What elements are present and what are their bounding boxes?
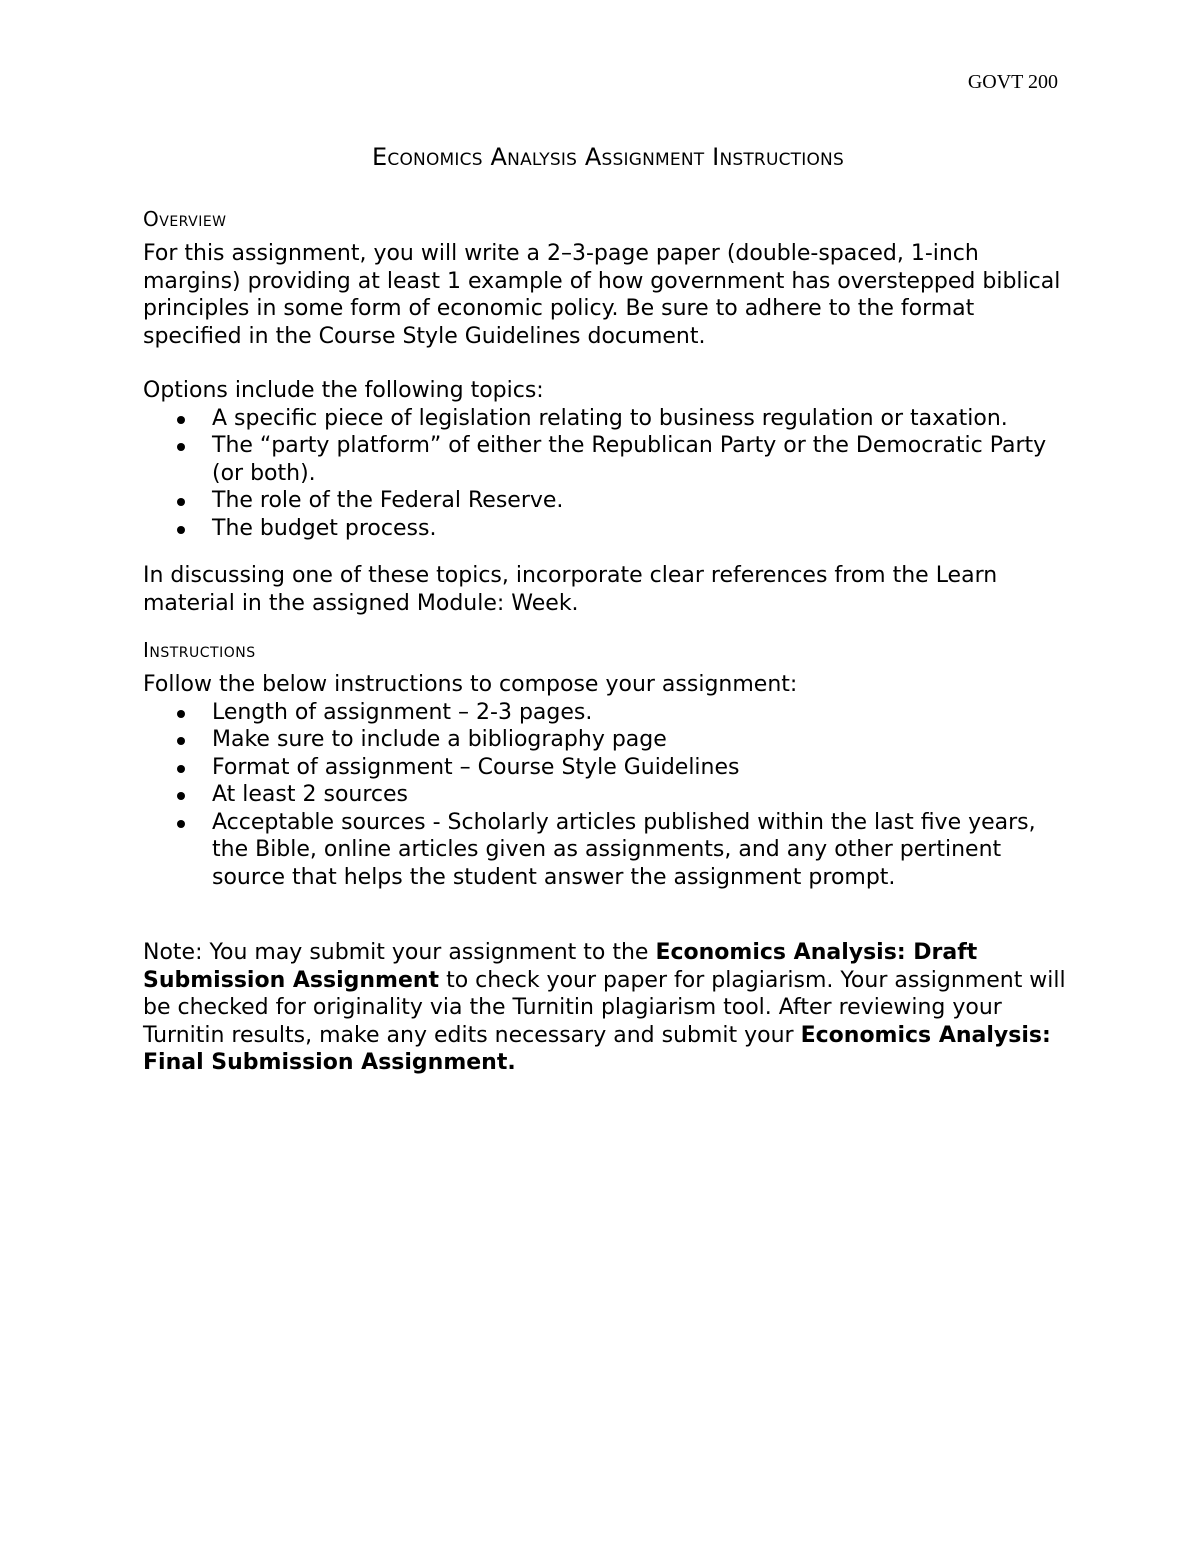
- overview-paragraph: For this assignment, you will write a 2–3-page paper (double-spaced, 1-inch margins) providing at least 1 example of how government has overstepped biblical principles in some form of economic policy. Be sure to adhere to the format specified in the Course Style Guidelines document.: [143, 241, 1061, 349]
- note-text-2: to check your paper for plagiarism. Your assignment will be checked for originality via the Turnitin plagiarism tool. After reviewing your Turnitin results, make any edits necessary and submit your: [143, 967, 1066, 1048]
- bullet-icon: [177, 443, 185, 451]
- note-text-1: Note: You may submit your assignment to the: [143, 940, 656, 965]
- list-item-text: At least 2 sources: [212, 782, 409, 807]
- bullet-icon: [177, 498, 185, 506]
- bullet-icon: [177, 737, 185, 745]
- final-submission-assignment-name: Economics Analysis: Final Submission Assignment.: [143, 1022, 1051, 1075]
- list-item-text: Length of assignment – 2-3 pages.: [212, 699, 593, 725]
- list-item-text: The role of the Federal Reserve.: [212, 488, 564, 513]
- bullet-icon: [177, 792, 185, 800]
- list-item: [212, 487, 1073, 515]
- list-item-text: Make sure to include a bibliography page: [212, 727, 667, 752]
- options-intro: Options include the following topics:: [143, 378, 544, 403]
- bullet-icon: [177, 416, 185, 424]
- list-item-text: A specific piece of legislation relating to business regulation or taxation.: [212, 405, 1008, 431]
- list-item: [212, 754, 1073, 782]
- list-item: [212, 405, 1073, 433]
- list-item-text: Format of assignment – Course Style Guidelines: [212, 754, 740, 780]
- list-item: [212, 781, 1073, 809]
- instructions-heading: Instructions: [143, 638, 256, 662]
- note-paragraph: [143, 939, 1073, 1077]
- options-list: [143, 405, 1073, 543]
- list-item: [212, 699, 1073, 727]
- list-item: [212, 515, 1073, 543]
- overview-heading: Overview: [143, 207, 227, 231]
- course-code: GOVT 200: [967, 71, 1058, 93]
- document-body: [143, 140, 1073, 1077]
- list-item-text: The budget process.: [212, 515, 437, 541]
- list-item-text: Acceptable sources - Scholarly articles published within the last five years, the Bible, online articles given as assignments, and any other pertinent source that helps the student answer the assignment prompt.: [212, 809, 1036, 890]
- discussion-paragraph: In discussing one of these topics, incorporate clear references from the Learn material in the assigned Module: Week.: [143, 563, 998, 616]
- bullet-icon: [177, 765, 185, 773]
- draft-submission-assignment-name: Economics Analysis: Draft Submission Assignment: [143, 940, 978, 993]
- instructions-intro: Follow the below instructions to compose your assignment:: [143, 672, 798, 697]
- list-item-text: The “party platform” of either the Republican Party or the Democratic Party (or both).: [212, 433, 1047, 486]
- bullet-icon: [177, 820, 185, 828]
- instructions-list: [143, 699, 1073, 892]
- list-item: [212, 432, 1073, 487]
- list-item: [212, 809, 1073, 892]
- bullet-icon: [177, 710, 185, 718]
- document-title: Economics Analysis Assignment Instructions: [372, 143, 844, 171]
- list-item: [212, 726, 1073, 754]
- bullet-icon: [177, 526, 185, 534]
